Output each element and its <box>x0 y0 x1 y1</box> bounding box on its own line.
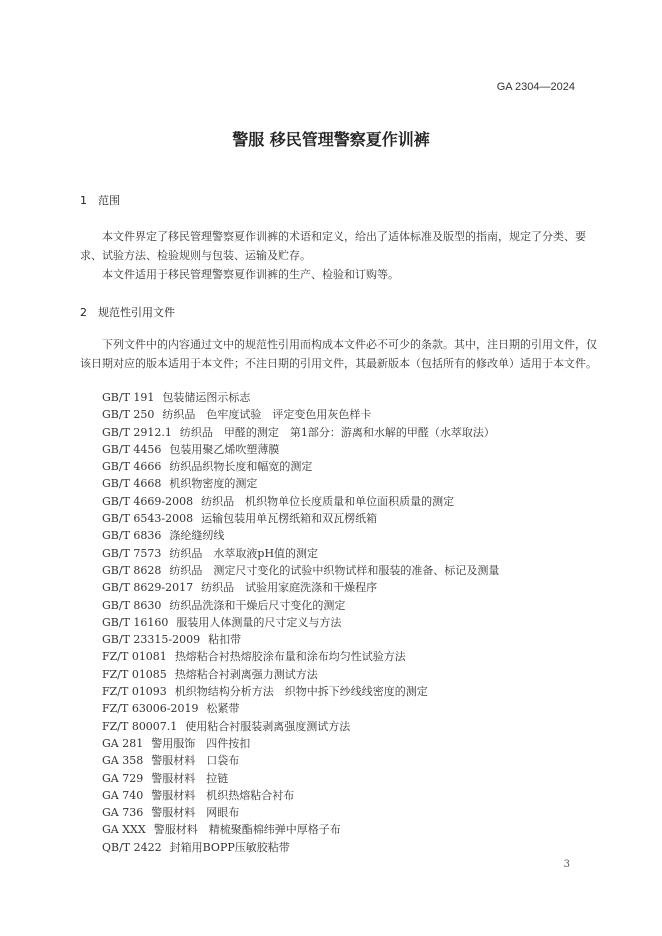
reference-code: GB/T 8630 <box>102 598 162 612</box>
reference-item <box>102 597 499 614</box>
reference-code: GB/T 6543-2008 <box>102 512 194 526</box>
reference-item <box>102 527 499 544</box>
reference-item <box>102 614 499 631</box>
reference-code: FZ/T 80007.1 <box>102 719 178 733</box>
reference-title: 机织物结构分析方法 织物中拆下纱线线密度的测定 <box>174 685 428 699</box>
reference-title: 粘扣带 <box>208 633 242 647</box>
reference-code: FZ/T 01085 <box>102 667 167 681</box>
section-2-title: 规范性引用文件 <box>98 306 175 319</box>
reference-item <box>102 458 499 475</box>
section-1-title: 范围 <box>98 194 120 207</box>
reference-title: 警服材料 机织热熔粘合衬布 <box>151 788 295 802</box>
reference-code: GB/T 8629-2017 <box>102 581 194 595</box>
section-2-intro: 下列文件中的内容通过文中的规范性引用而构成本文件必不可少的条款。其中，注日期的引用文件，仅该日期对应的版本适用于本文件；不注日期的引用文件，其最新版本（包括所有的修改单）适用于本文件。 <box>80 338 597 370</box>
section-1-paragraph-2: 本文件适用于移民管理警察夏作训裤的生产、检验和订购等。 <box>102 268 399 281</box>
reference-item <box>102 545 499 562</box>
reference-title: 纺织品洗涤和干燥后尺寸变化的测定 <box>169 598 346 612</box>
document-title: 警服 移民管理警察夏作训裤 <box>232 130 430 149</box>
reference-code: GB/T 6836 <box>102 529 162 543</box>
reference-item <box>102 821 499 838</box>
reference-code: GB/T 4666 <box>102 460 162 474</box>
reference-title: 纺织品 甲醛的测定 第1部分：游离和水解的甲醛（水萃取法） <box>179 425 495 439</box>
document-code: GA 2304—2024 <box>496 81 575 93</box>
reference-item <box>102 700 499 717</box>
page-number: 3 <box>563 859 570 870</box>
reference-code: FZ/T 01081 <box>102 650 167 664</box>
reference-code: GB/T 16160 <box>102 615 169 629</box>
reference-title: 纺织品 色牢度试验 评定变色用灰色样卡 <box>162 408 372 422</box>
reference-title: 警服材料 网眼布 <box>151 806 240 820</box>
reference-code: GB/T 4456 <box>102 442 162 456</box>
reference-title: 纺织品 机织物单位长度质量和单位面积质量的测定 <box>201 494 455 508</box>
reference-title: 服装用人体测量的尺寸定义与方法 <box>176 615 342 629</box>
reference-item <box>102 493 499 510</box>
reference-item <box>102 839 499 856</box>
reference-item <box>102 389 499 406</box>
section-2-number: 2 <box>80 306 87 319</box>
reference-item <box>102 441 499 458</box>
reference-code: GA XXX <box>102 823 146 837</box>
reference-title: 警服材料 拉链 <box>151 771 229 785</box>
reference-code: GB/T 191 <box>102 391 155 404</box>
reference-code: GA 281 <box>102 736 144 750</box>
reference-item <box>102 475 499 492</box>
reference-item <box>102 787 499 804</box>
reference-code: GB/T 250 <box>102 408 155 422</box>
reference-item <box>102 683 499 700</box>
reference-code: FZ/T 63006-2019 <box>102 702 199 716</box>
reference-title: 涤纶缝纫线 <box>169 529 225 543</box>
reference-item <box>102 770 499 787</box>
reference-item <box>102 666 499 683</box>
reference-item <box>102 804 499 821</box>
reference-list <box>102 389 499 856</box>
reference-item <box>102 424 499 441</box>
reference-item <box>102 631 499 648</box>
reference-item <box>102 510 499 527</box>
reference-title: 松紧带 <box>206 702 240 716</box>
reference-title: 警服材料 精梳聚酯棉纬弹中厚格子布 <box>153 823 341 837</box>
section-1-number: 1 <box>80 194 87 207</box>
section-2-heading <box>80 304 175 320</box>
reference-item <box>102 562 499 579</box>
reference-title: 纺织品 水萃取液pH值的测定 <box>169 546 319 560</box>
reference-title: 封箱用BOPP压敏胶粘带 <box>169 840 290 854</box>
reference-item <box>102 406 499 423</box>
reference-code: QB/T 2422 <box>102 840 162 854</box>
reference-item <box>102 579 499 596</box>
reference-title: 热熔粘合衬热熔胶涂布量和涂布均匀性试验方法 <box>174 650 406 664</box>
reference-code: GA 358 <box>102 754 144 768</box>
reference-title: 警服材料 口袋布 <box>151 754 240 768</box>
reference-item <box>102 648 499 665</box>
reference-title: 包装用聚乙烯吹塑薄膜 <box>169 442 280 456</box>
reference-code: FZ/T 01093 <box>102 685 167 699</box>
reference-title: 包装储运图示标志 <box>162 391 251 404</box>
reference-code: GB/T 4668 <box>102 477 162 491</box>
reference-code: GA 729 <box>102 771 144 785</box>
reference-code: GB/T 8628 <box>102 563 162 577</box>
reference-code: GB/T 23315-2009 <box>102 633 201 647</box>
reference-item <box>102 735 499 752</box>
reference-code: GB/T 7573 <box>102 546 162 560</box>
reference-code: GA 740 <box>102 788 144 802</box>
reference-code: GA 736 <box>102 806 144 820</box>
reference-title: 纺织品 测定尺寸变化的试验中织物试样和服装的准备、标记及测量 <box>169 563 500 577</box>
reference-title: 运输包装用单瓦楞纸箱和双瓦楞纸箱 <box>201 512 378 526</box>
reference-item <box>102 752 499 769</box>
section-1-heading <box>80 192 120 208</box>
reference-title: 机织物密度的测定 <box>169 477 258 491</box>
section-1-paragraph-1: 本文件界定了移民管理警察夏作训裤的术语和定义，给出了适体标准及版型的指南，规定了分类、要求、试验方法、检验规则与包装、运输及贮存。 <box>80 230 586 262</box>
reference-code: GB/T 4669-2008 <box>102 494 194 508</box>
reference-title: 使用粘合衬服装剥离强度测试方法 <box>185 719 351 733</box>
reference-title: 纺织品织物长度和幅宽的测定 <box>169 460 313 474</box>
reference-title: 警用服饰 四件按扣 <box>151 736 251 750</box>
reference-code: GB/T 2912.1 <box>102 425 172 439</box>
reference-item <box>102 718 499 735</box>
reference-title: 热熔粘合衬剥离强力测试方法 <box>174 667 318 681</box>
reference-title: 纺织品 试验用家庭洗涤和干燥程序 <box>201 581 378 595</box>
